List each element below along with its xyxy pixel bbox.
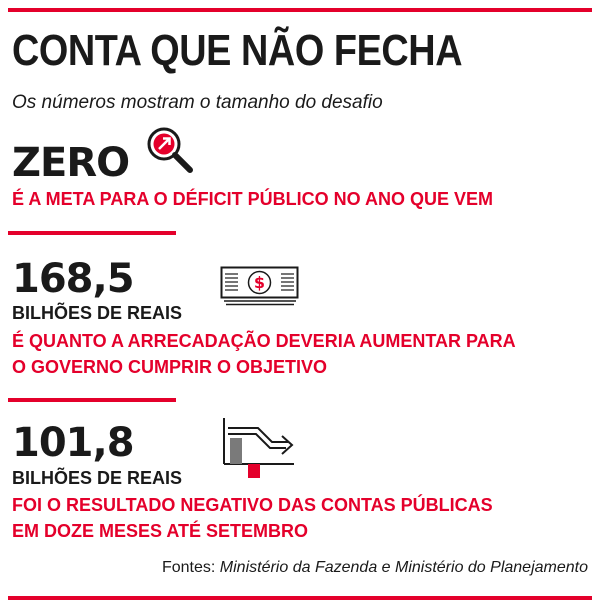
bottom-rule bbox=[8, 596, 592, 600]
description-line: O GOVERNO CUMPRIR O OBJETIVO bbox=[12, 357, 328, 377]
stat-description-resultado bbox=[12, 492, 493, 544]
stat-unit-arrecadacao: BILHÕES DE REAIS bbox=[12, 303, 183, 323]
stat-value-arrecadacao: 168,5 bbox=[12, 256, 134, 302]
declining-chart-icon bbox=[222, 416, 298, 480]
section-rule bbox=[8, 398, 176, 402]
banknote-icon bbox=[220, 266, 300, 308]
page-title: CONTA QUE NÃO FECHA bbox=[12, 26, 463, 75]
svg-text:$: $ bbox=[253, 273, 266, 292]
sources-note bbox=[162, 559, 588, 577]
description-line: EM DOZE MESES ATÉ SETEMBRO bbox=[12, 521, 309, 541]
section-rule bbox=[8, 231, 176, 235]
stat-value-resultado: 101,8 bbox=[12, 420, 134, 466]
sources-label: Fontes: bbox=[161, 559, 216, 576]
sources-text: Ministério da Fazenda e Ministério do Planejamento bbox=[219, 559, 588, 576]
description-line: É QUANTO A ARRECADAÇÃO DEVERIA AUMENTAR PARA bbox=[12, 331, 516, 351]
top-rule bbox=[8, 8, 592, 12]
description-line: É A META PARA O DÉFICIT PÚBLICO NO ANO QUE VEM bbox=[12, 189, 494, 209]
description-line: FOI O RESULTADO NEGATIVO DAS CONTAS PÚBLICAS bbox=[12, 495, 493, 515]
stat-description-arrecadacao bbox=[12, 328, 516, 380]
stat-description-zero bbox=[12, 186, 493, 212]
stat-value-zero: ZERO bbox=[12, 140, 130, 186]
page-subtitle: Os números mostram o tamanho do desafio bbox=[12, 92, 383, 113]
magnifier-arrow-icon bbox=[144, 124, 196, 176]
stat-unit-resultado: BILHÕES DE REAIS bbox=[12, 468, 183, 488]
